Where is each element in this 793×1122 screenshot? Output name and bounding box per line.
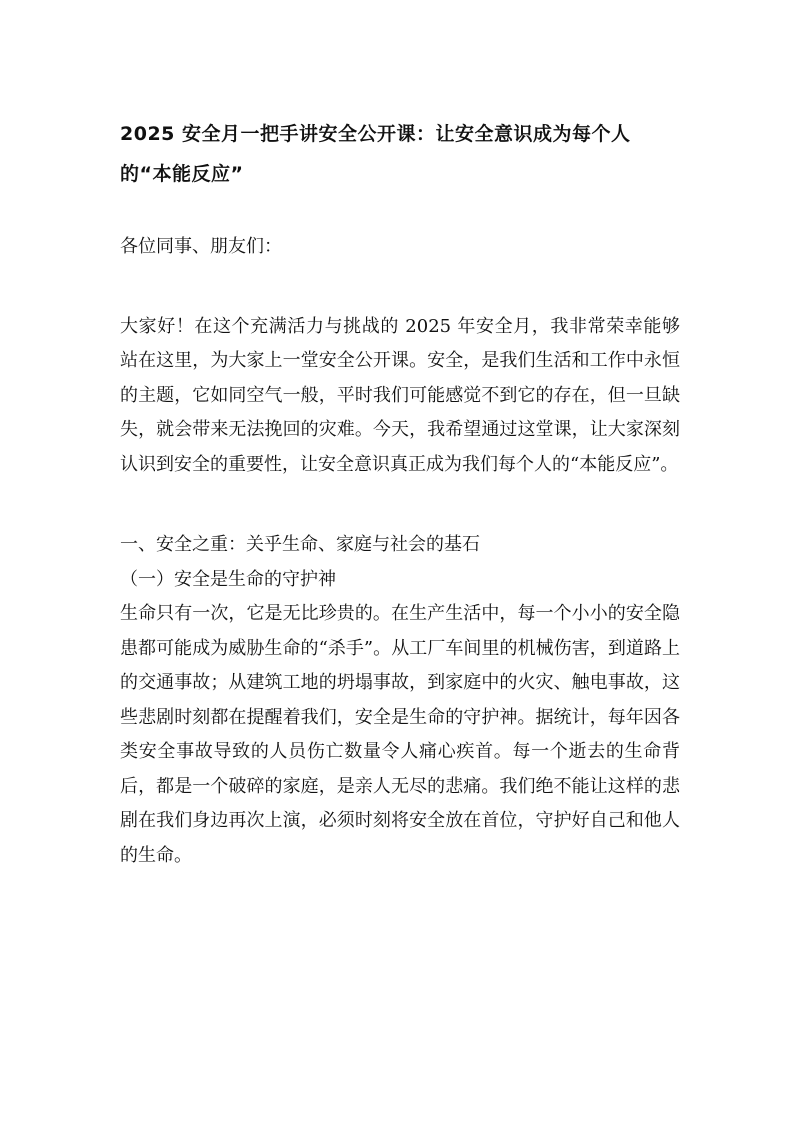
document-body (120, 114, 680, 873)
section-heading: 一、安全之重：关乎生命、家庭与社会的基石 (120, 534, 480, 555)
subsection-paragraph: 生命只有一次，它是无比珍贵的。在生产生活中，每一个小小的安全隐患都可能成为威胁生命的“杀手”。从工厂车间里的机械伤害，到道路上的交通事故；从建筑工地的坍塌事故，到家庭中的火灾、触电事故，这些悲剧时刻都在提醒着我们，安全是生命的守护神。据统计，每年因各类安全事故导致的人员伤亡数量令人痛心疾首。每一个逝去的生命背后，都是一个破碎的家庭，是亲人无尽的悲痛。我们绝不能让这样的悲剧在我们身边再次上演，必须时刻将安全放在首位，守护好自己和他人的生命。 (120, 603, 680, 866)
subsection-heading: （一）安全是生命的守护神 (120, 568, 336, 590)
intro-paragraph: 大家好！在这个充满活力与挑战的 2025 年安全月，我非常荣幸能够站在这里，为大家上一堂安全公开课。安全，是我们生活和工作中永恒的主题，它如同空气一般，平时我们可能感觉不到它的存在，但一旦缺失，就会带来无法挽回的灾难。今天，我希望通过这堂课，让大家深刻认识到安全的重要性，让安全意识真正成为我们每个人的“本能反应”。 (120, 315, 680, 475)
greeting-line: 各位同事、朋友们： (120, 236, 282, 257)
document-title: 2025 安全月一把手讲安全公开课：让安全意识成为每个人的“本能反应” (120, 123, 631, 185)
